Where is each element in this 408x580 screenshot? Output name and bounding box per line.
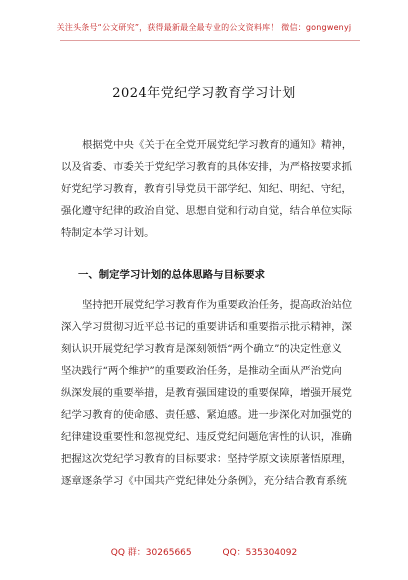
paragraph-line: 好党纪学习教育，教育引导党员干部学纪、知纪、明纪、守纪， [61,183,352,195]
paragraph-line: 刻认识开展党纪学习教育是深刻领悟“两个确立”的决定性意义 [61,343,342,355]
paragraph-line: 特制定本学习计划。 [61,227,155,239]
paragraph-section1 [61,294,357,492]
qq-group-text: QQ 群：30265665 [110,548,192,558]
footer-contact [0,545,408,558]
document-title: 2024年党纪学习教育学习计划 [112,86,296,101]
header-divider [60,40,360,41]
paragraph-line: 纵深发展的重要举措，是教育强国建设的重要保障，增强开展党 [61,387,352,399]
section-heading: 一、制定学习计划的总体思路与目标要求 [78,269,266,281]
paragraph-line: 坚持把开展党纪学习教育作为重要政治任务，提高政治站位 [82,299,353,311]
paragraph-line: 逐章逐条学习《中国共产党纪律处分条例》，充分结合教育系统 [61,475,347,487]
paragraph-line: 把握这次党纪学习教育的目标要求：坚持学原文读原著悟原理， [61,453,352,465]
header-banner: 关注头条号“公文研究”，获得最新最全最专业的公文资料库！ 微信：gongwenyj [56,23,352,32]
paragraph-intro [61,134,357,244]
paragraph-line: 根据党中央《关于在全党开展党纪学习教育的通知》精神， [82,139,353,151]
paragraph-line: 坚决践行“两个维护”的重要政治任务，是推动全面从严治党向 [61,365,342,377]
qq-text: QQ：535304092 [222,548,298,558]
paragraph-line: 纪律建设重要性和忽视党纪、违反党纪问题危害性的认识，准确 [61,431,352,443]
paragraph-line: 纪学习教育的使命感、责任感、紧迫感。进一步深化对加强党的 [61,409,352,421]
paragraph-line: 强化遵守纪律的政治自觉、思想自觉和行动自觉，结合单位实际 [61,205,352,217]
paragraph-line: 深入学习贯彻习近平总书记的重要讲话和重要指示批示精神，深 [61,321,352,333]
paragraph-line: 以及省委、市委关于党纪学习教育的具体安排，为严格按要求抓 [61,161,352,173]
